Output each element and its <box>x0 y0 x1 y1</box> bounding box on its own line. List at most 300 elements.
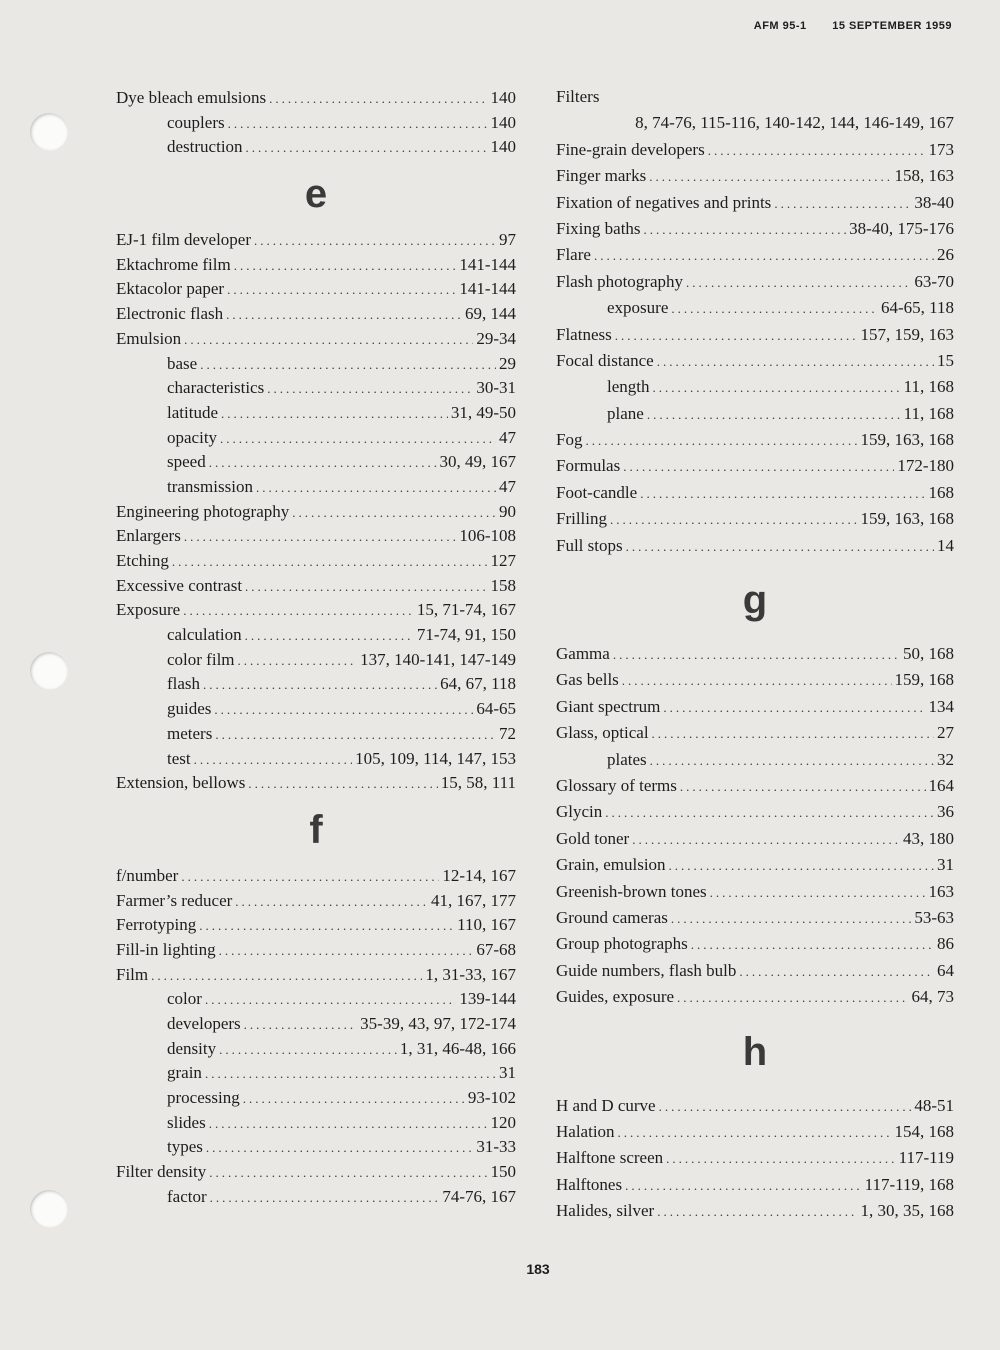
page-references: 29-34 <box>476 328 516 348</box>
index-subentry <box>116 987 516 1012</box>
dot-leader <box>669 853 934 879</box>
index-subentry <box>116 111 516 136</box>
index-term: Filter density <box>116 1162 207 1182</box>
index-term: Glossary of terms <box>556 775 677 795</box>
dot-leader <box>686 270 911 296</box>
page-references: 173 <box>928 139 954 159</box>
index-term: Engineering photography <box>116 501 290 521</box>
index-term: characteristics <box>167 378 265 398</box>
dot-leader <box>181 865 439 890</box>
index-term: transmission <box>167 476 253 496</box>
page-references: 30, 49, 167 <box>439 452 516 472</box>
section-letter-heading: g <box>742 578 768 623</box>
index-subentry <box>116 1012 516 1037</box>
index-term: Ferrotyping <box>116 915 197 935</box>
index-entry <box>556 1119 954 1145</box>
section-letter-heading: e <box>304 172 328 217</box>
index-subentry <box>116 135 516 160</box>
index-term: meters <box>167 723 213 743</box>
dot-leader <box>710 880 926 906</box>
index-entry <box>556 958 954 984</box>
index-term: Gas bells <box>556 670 619 690</box>
page-references: 72 <box>499 723 516 743</box>
index-term: Ground cameras <box>556 907 668 927</box>
index-term: Emulsion <box>116 328 182 348</box>
page-references: 86 <box>937 934 954 954</box>
index-term: color <box>167 989 202 1009</box>
page-references: 15, 58, 111 <box>440 773 516 793</box>
dot-leader <box>618 1120 892 1146</box>
index-term: EJ-1 film developer <box>116 230 252 250</box>
index-term: Focal distance <box>556 350 654 370</box>
dot-leader <box>245 624 414 649</box>
index-subentry <box>116 475 516 500</box>
index-term: flash <box>167 674 201 694</box>
index-entry <box>116 228 516 253</box>
index-entry <box>116 574 516 599</box>
index-term: destruction <box>167 137 243 157</box>
dot-leader <box>610 507 857 533</box>
binder-hole-middle <box>30 652 68 690</box>
dot-leader <box>585 428 857 454</box>
page-references: 74-76, 167 <box>442 1186 516 1206</box>
page-references: 164 <box>928 775 954 795</box>
index-term: H and D curve <box>556 1095 656 1115</box>
dot-leader <box>256 476 496 501</box>
index-entry <box>116 598 516 623</box>
dot-leader <box>657 1199 857 1225</box>
page-references: 1, 30, 35, 168 <box>860 1201 954 1221</box>
page-references: 32 <box>937 749 954 769</box>
binder-hole-bottom <box>30 1190 68 1228</box>
dot-leader <box>657 349 934 375</box>
page-references: 120 <box>490 1112 516 1132</box>
index-subentry <box>116 722 516 747</box>
page-references: 141-144 <box>459 279 516 299</box>
index-term: Glass, optical <box>556 723 649 743</box>
index-term: Foot-candle <box>556 482 638 502</box>
index-column-left <box>116 86 516 1210</box>
dot-leader <box>666 1146 895 1172</box>
page-references: 29 <box>499 353 516 373</box>
index-entry <box>556 641 954 667</box>
dot-leader <box>659 1094 912 1120</box>
index-entry <box>556 137 954 163</box>
index-subentry <box>116 1135 516 1160</box>
dot-leader <box>269 87 487 112</box>
index-term: Halftones <box>556 1174 623 1194</box>
page-references: 31 <box>499 1063 516 1083</box>
index-entry <box>556 269 954 295</box>
index-term: Flare <box>556 245 591 265</box>
dot-leader <box>214 698 473 723</box>
dot-leader <box>739 959 934 985</box>
index-term: Fog <box>556 430 583 450</box>
index-entry <box>116 963 516 988</box>
index-subentry <box>116 623 516 648</box>
page-references: 140 <box>490 88 516 107</box>
index-term: Giant spectrum <box>556 696 661 716</box>
page-references: 31, 49-50 <box>450 402 516 422</box>
index-term: Electronic flash <box>116 304 224 324</box>
dot-leader <box>267 377 473 402</box>
index-entry <box>556 480 954 506</box>
index-term: Gamma <box>556 644 610 664</box>
page-references: 105, 109, 114, 147, 153 <box>355 748 516 768</box>
index-term: factor <box>167 1186 207 1206</box>
page-references: 71-74, 91, 150 <box>416 625 516 645</box>
page-references: 154, 168 <box>894 1121 954 1141</box>
dot-leader <box>691 932 934 958</box>
index-entry <box>556 773 954 799</box>
page-references: 48-51 <box>914 1095 954 1115</box>
index-entry <box>556 879 954 905</box>
dot-leader <box>219 939 474 964</box>
dot-leader <box>615 323 858 349</box>
dot-leader <box>663 695 925 721</box>
index-entry <box>556 348 954 374</box>
page-references: 38-40, 175-176 <box>849 218 954 238</box>
dot-leader <box>248 772 437 797</box>
index-entry <box>116 302 516 327</box>
index-entry <box>116 864 516 889</box>
index-term: Ektachrome film <box>116 254 231 274</box>
page-references: 15, 71-74, 167 <box>416 600 516 620</box>
index-term: plates <box>607 749 647 769</box>
index-term: processing <box>167 1088 240 1108</box>
index-term: Greenish-brown tones <box>556 881 707 901</box>
dot-leader <box>652 721 934 747</box>
dot-leader <box>194 748 353 773</box>
page-references: 26 <box>937 245 954 265</box>
dot-leader <box>172 550 488 575</box>
dot-leader <box>649 164 891 190</box>
dot-leader <box>774 191 911 217</box>
dot-leader <box>235 890 428 915</box>
index-term: guides <box>167 699 212 719</box>
dot-leader <box>292 501 496 526</box>
dot-leader <box>184 525 456 550</box>
page-references: 168 <box>928 482 954 502</box>
page-references: 53-63 <box>914 907 954 927</box>
dot-leader <box>671 296 878 322</box>
dot-leader <box>221 402 448 427</box>
index-subentry <box>116 426 516 451</box>
index-term: Exposure <box>116 600 181 620</box>
page-references: 11, 168 <box>903 403 954 423</box>
index-subentry <box>116 1061 516 1086</box>
page-references: 163 <box>928 881 954 901</box>
index-term: color film <box>167 649 235 669</box>
page-references: 140 <box>490 112 516 132</box>
index-entry <box>556 533 954 559</box>
index-entry <box>556 1145 954 1171</box>
page-references: 38-40 <box>914 192 954 212</box>
page-references: 12-14, 167 <box>442 865 516 885</box>
index-subentry <box>116 376 516 401</box>
page-references: 134 <box>928 696 954 716</box>
index-term: types <box>167 1137 203 1157</box>
page-references: 158, 163 <box>894 166 954 186</box>
index-term: calculation <box>167 625 242 645</box>
index-term: Halftone screen <box>556 1148 664 1168</box>
page-references: 93-102 <box>467 1088 516 1108</box>
dot-leader <box>228 112 488 137</box>
index-term: Ektacolor paper <box>116 279 225 299</box>
dot-leader <box>632 827 900 853</box>
index-entry <box>556 852 954 878</box>
index-subentry <box>116 450 516 475</box>
page-references: 15 <box>937 350 954 370</box>
dot-leader <box>613 642 900 668</box>
dot-leader <box>206 1136 473 1161</box>
page-references: 11, 168 <box>903 377 954 397</box>
section-letter-heading: f <box>309 807 323 852</box>
index-entry <box>556 799 954 825</box>
index-term: Guide numbers, flash bulb <box>556 960 737 980</box>
dot-leader <box>626 534 934 560</box>
dot-leader <box>210 1186 440 1211</box>
page-references: 50, 168 <box>903 644 954 664</box>
index-entry <box>116 938 516 963</box>
index-term: latitude <box>167 402 218 422</box>
index-entry <box>116 253 516 278</box>
index-subentry <box>556 401 954 427</box>
page-references: 27 <box>937 723 954 743</box>
index-subentry <box>116 747 516 772</box>
index-entry <box>116 86 516 111</box>
section-letter-heading: h <box>742 1029 768 1074</box>
dot-leader <box>680 774 926 800</box>
index-term: exposure <box>607 298 669 318</box>
page-references: 117-119 <box>898 1148 954 1168</box>
page-number: 183 <box>526 1261 550 1277</box>
index-term: plane <box>607 403 644 423</box>
index-term: Halides, silver <box>556 1201 655 1221</box>
index-entry <box>556 694 954 720</box>
dot-leader <box>594 243 934 269</box>
dot-leader <box>647 402 901 428</box>
index-subentry <box>116 1111 516 1136</box>
index-entry <box>556 826 954 852</box>
index-entry <box>556 1198 954 1224</box>
index-term: test <box>167 748 191 768</box>
binder-hole-top <box>30 113 68 151</box>
index-term: Filters <box>556 87 600 106</box>
index-term: base <box>167 353 198 373</box>
index-term: f/number <box>116 865 179 885</box>
index-term: Formulas <box>556 456 621 476</box>
dot-leader <box>203 673 437 698</box>
index-term: Dye bleach emulsions <box>116 88 267 107</box>
page-references: 36 <box>937 802 954 822</box>
index-entry <box>556 984 954 1010</box>
page-references: 157, 159, 163 <box>860 324 954 344</box>
page-references: 139-144 <box>459 989 516 1009</box>
dot-leader <box>623 454 894 480</box>
index-term: Fixation of negatives and prints <box>556 192 772 212</box>
index-term: opacity <box>167 427 218 447</box>
index-entry <box>556 667 954 693</box>
dot-leader <box>209 1112 488 1137</box>
index-subentry <box>116 1185 516 1210</box>
page-references: 63-70 <box>914 271 954 291</box>
page-references: 141-144 <box>459 254 516 274</box>
document-id: AFM 95-1 <box>753 20 807 32</box>
page-references: 1, 31-33, 167 <box>425 964 516 984</box>
dot-leader <box>238 649 358 674</box>
page-references: 47 <box>499 427 516 447</box>
page-references: 106-108 <box>459 526 516 546</box>
index-term: length <box>607 377 650 397</box>
dot-leader <box>640 481 925 507</box>
dot-leader <box>246 136 488 161</box>
index-term: Gold toner <box>556 828 630 848</box>
dot-leader <box>677 985 908 1011</box>
page-references: 159, 163, 168 <box>860 509 954 529</box>
page-references: 64, 73 <box>911 987 954 1007</box>
index-term: developers <box>167 1014 241 1033</box>
index-subentry <box>116 697 516 722</box>
page-references: 35-39, 43, 97, 172-174 <box>360 1014 516 1033</box>
index-entry <box>556 931 954 957</box>
page-references: 159, 163, 168 <box>860 430 954 450</box>
index-term: Enlargers <box>116 526 181 546</box>
index-subentry <box>116 1086 516 1111</box>
page-references: 150 <box>490 1162 516 1182</box>
index-term: Flatness <box>556 324 612 344</box>
index-term: Glycin <box>556 802 603 822</box>
index-term: Fixing baths <box>556 218 641 238</box>
index-entry <box>556 1093 954 1119</box>
index-term: Extension, bellows <box>116 773 246 793</box>
page-references: 47 <box>499 476 516 496</box>
dot-leader <box>183 599 414 624</box>
index-entry <box>116 549 516 574</box>
index-entry <box>556 190 954 216</box>
dot-leader <box>254 229 496 254</box>
index-entry <box>116 277 516 302</box>
running-header <box>754 20 952 32</box>
index-entry <box>556 1172 954 1198</box>
index-entry <box>556 506 954 532</box>
page-references: 64 <box>937 960 954 980</box>
index-term: Farmer’s reducer <box>116 890 233 910</box>
index-entry <box>556 720 954 746</box>
dot-leader <box>151 964 422 989</box>
dot-leader <box>209 451 437 476</box>
index-term: Halation <box>556 1121 615 1141</box>
index-term: Finger marks <box>556 166 647 186</box>
index-term: Group photographs <box>556 934 688 954</box>
dot-leader <box>215 723 496 748</box>
page-references: 90 <box>499 501 516 521</box>
page-references: 64-65, 118 <box>880 298 954 318</box>
index-term: speed <box>167 452 206 472</box>
page-references: 137, 140-141, 147-149 <box>360 649 516 669</box>
index-entry <box>556 427 954 453</box>
index-entry <box>556 322 954 348</box>
page-references: 31 <box>937 855 954 875</box>
index-entry <box>116 500 516 525</box>
index-column-right <box>556 84 954 1224</box>
index-entry <box>556 163 954 189</box>
document-date: 15 SEPTEMBER 1959 <box>832 20 952 32</box>
index-entry <box>116 889 516 914</box>
page-references: 140 <box>490 137 516 157</box>
page-references: 69, 144 <box>465 304 516 324</box>
dot-leader <box>644 217 847 243</box>
index-term: slides <box>167 1112 206 1132</box>
dot-leader <box>234 254 457 279</box>
index-entry <box>116 524 516 549</box>
index-subentry <box>116 1037 516 1062</box>
page-references: 8, 74-76, 115-116, 140-142, 144, 146-149, 167 <box>635 113 954 133</box>
dot-leader <box>226 303 462 328</box>
dot-leader <box>622 668 892 694</box>
index-entry <box>556 453 954 479</box>
dot-leader <box>184 328 473 353</box>
index-entry <box>116 913 516 938</box>
page-references: 1, 31, 46-48, 166 <box>399 1038 516 1058</box>
index-subentry <box>556 747 954 773</box>
index-subentry <box>556 374 954 400</box>
dot-leader <box>244 1013 358 1038</box>
page-references: 159, 168 <box>894 670 954 690</box>
index-entry <box>556 84 954 110</box>
index-entry <box>556 216 954 242</box>
index-subentry <box>116 672 516 697</box>
page-references: 67-68 <box>476 939 516 959</box>
index-term: Fine-grain developers <box>556 139 705 159</box>
index-entry <box>116 1160 516 1185</box>
index-entry <box>116 771 516 796</box>
dot-leader <box>227 278 456 303</box>
dot-leader <box>671 906 911 932</box>
index-subentry <box>116 648 516 673</box>
index-subentry <box>116 352 516 377</box>
page-references: 43, 180 <box>903 828 954 848</box>
index-term: density <box>167 1038 217 1058</box>
index-subentry <box>116 401 516 426</box>
dot-leader <box>219 1038 397 1063</box>
index-term: grain <box>167 1063 202 1083</box>
dot-leader <box>199 914 454 939</box>
page-references: 64-65 <box>476 699 516 719</box>
index-entry-continuation <box>556 110 954 136</box>
dot-leader <box>200 353 496 378</box>
dot-leader <box>650 748 934 774</box>
page-references: 110, 167 <box>457 915 516 935</box>
index-entry <box>116 327 516 352</box>
index-entry <box>556 242 954 268</box>
index-term: Full stops <box>556 535 623 555</box>
dot-leader <box>605 800 934 826</box>
dot-leader <box>243 1087 465 1112</box>
index-term: Etching <box>116 551 169 570</box>
page-references: 172-180 <box>897 456 954 476</box>
dot-leader <box>205 988 456 1013</box>
page-references: 14 <box>937 535 954 555</box>
index-subentry <box>556 295 954 321</box>
index-term: Fill-in lighting <box>116 939 216 959</box>
index-term: Guides, exposure <box>556 987 675 1007</box>
index-term: Grain, emulsion <box>556 855 666 875</box>
page-references: 31-33 <box>476 1137 516 1157</box>
page-references: 97 <box>499 230 516 250</box>
index-entry <box>556 905 954 931</box>
index-term: Frilling <box>556 509 608 529</box>
